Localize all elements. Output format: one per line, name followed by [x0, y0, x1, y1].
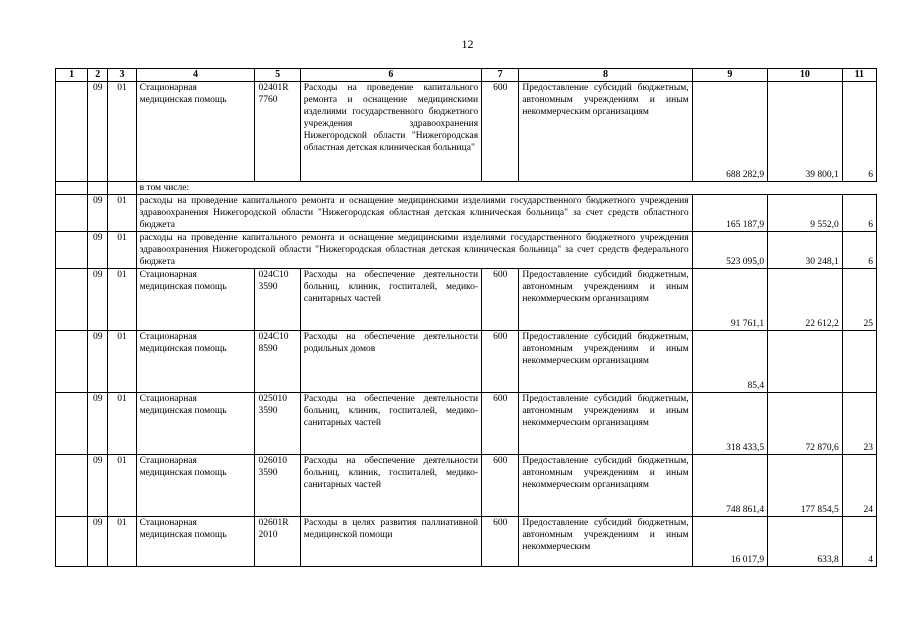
cell-value-3 [842, 331, 876, 393]
cell-empty [56, 455, 88, 517]
cell-value-1: 165 187,9 [692, 195, 768, 232]
cell-description: Расходы на обеспечение деятельности больниц, клиник, госпиталей, медико-санитарных частей [300, 393, 481, 455]
table-row [56, 182, 877, 195]
cell-expense-type: 600 [482, 455, 519, 517]
cell-section: 09 [88, 195, 108, 232]
cell-expense-name: Предоставление субсидий бюджетным, автономным учреждениям и иным некоммерческим организациям [519, 393, 692, 455]
table-row [56, 455, 877, 517]
cell-value-3: 25 [842, 269, 876, 331]
cell-value-2: 39 800,1 [768, 82, 843, 182]
cell-empty [88, 182, 108, 195]
cell-value-3: 23 [842, 393, 876, 455]
cell-target-code: 02401R 7760 [255, 82, 300, 182]
cell-empty [56, 331, 88, 393]
cell-value-3: 6 [842, 232, 876, 269]
cell-empty [56, 195, 88, 232]
header-cell: 11 [842, 69, 876, 82]
cell-description: Расходы в целях развития паллиативной медицинской помощи [300, 517, 481, 567]
cell-empty [108, 182, 136, 195]
cell-section: 09 [88, 393, 108, 455]
cell-value-3: 24 [842, 455, 876, 517]
cell-value-1: 85,4 [692, 331, 768, 393]
header-cell: 5 [255, 69, 300, 82]
cell-name: Стационарная медицинская помощь [136, 455, 255, 517]
cell-subsection: 01 [108, 232, 136, 269]
cell-subsection: 01 [108, 393, 136, 455]
table-row [56, 195, 877, 232]
cell-subsection: 01 [108, 195, 136, 232]
cell-value-2: 72 870,6 [768, 393, 843, 455]
cell-expense-name: Предоставление субсидий бюджетным, автономным учреждениям и иным некоммерческим организациям [519, 269, 692, 331]
cell-subsection: 01 [108, 517, 136, 567]
cell-value-1: 318 433,5 [692, 393, 768, 455]
cell-empty [56, 232, 88, 269]
cell-value-2: 30 248,1 [768, 232, 843, 269]
header-cell: 4 [136, 69, 255, 82]
cell-subsection: 01 [108, 82, 136, 182]
header-cell: 9 [692, 69, 768, 82]
cell-description: расходы на проведение капитального ремонта и оснащение медицинскими изделиями государственного бюджетного учреждения здравоохранения Нижегородской области "Нижегородская областная детская клиническая больница" за счет средств федерального бюджета [136, 232, 692, 269]
cell-description: расходы на проведение капитального ремонта и оснащение медицинскими изделиями государственного бюджетного учреждения здравоохранения Нижегородской области "Нижегородская областная детская клиническая больница" за счет средств областного бюджета [136, 195, 692, 232]
header-cell: 3 [108, 69, 136, 82]
budget-table [55, 68, 877, 567]
cell-expense-name: Предоставление субсидий бюджетным, автономным учреждениям и иным некоммерческим организациям [519, 455, 692, 517]
cell-section: 09 [88, 331, 108, 393]
cell-expense-name: Предоставление субсидий бюджетным, автономным учреждениям и иным некоммерческим [519, 517, 692, 567]
table-row [56, 517, 877, 567]
cell-section: 09 [88, 232, 108, 269]
cell-name: Стационарная медицинская помощь [136, 82, 255, 182]
cell-subsection: 01 [108, 269, 136, 331]
header-cell: 2 [88, 69, 108, 82]
cell-section: 09 [88, 517, 108, 567]
cell-section: 09 [88, 455, 108, 517]
cell-value-1: 688 282,9 [692, 82, 768, 182]
cell-name: Стационарная медицинская помощь [136, 393, 255, 455]
header-cell: 7 [482, 69, 519, 82]
table-row [56, 232, 877, 269]
cell-name: Стационарная медицинская помощь [136, 517, 255, 567]
cell-expense-type: 600 [482, 517, 519, 567]
cell-subsection: 01 [108, 331, 136, 393]
header-row [56, 69, 877, 82]
header-cell: 10 [768, 69, 843, 82]
cell-expense-type: 600 [482, 331, 519, 393]
cell-description: Расходы на обеспечение деятельности родильных домов [300, 331, 481, 393]
cell-value-2: 9 552,0 [768, 195, 843, 232]
cell-name: Стационарная медицинская помощь [136, 331, 255, 393]
cell-empty [56, 182, 88, 195]
cell-target-code: 026010 3590 [255, 455, 300, 517]
cell-target-code: 024С10 3590 [255, 269, 300, 331]
page-number: 12 [461, 37, 474, 51]
cell-value-3: 6 [842, 195, 876, 232]
cell-expense-name: Предоставление субсидий бюджетным, автономным учреждениям и иным некоммерческим организациям [519, 82, 692, 182]
cell-value-3: 6 [842, 82, 876, 182]
cell-target-code: 024С10 8590 [255, 331, 300, 393]
cell-expense-type: 600 [482, 82, 519, 182]
cell-value-3: 4 [842, 517, 876, 567]
cell-section: 09 [88, 269, 108, 331]
cell-value-1: 91 761,1 [692, 269, 768, 331]
cell-value-2: 177 854,5 [768, 455, 843, 517]
cell-expense-type: 600 [482, 393, 519, 455]
cell-value-1: 748 861,4 [692, 455, 768, 517]
cell-value-1: 16 017,9 [692, 517, 768, 567]
cell-value-2: 22 612,2 [768, 269, 843, 331]
cell-subsection: 01 [108, 455, 136, 517]
cell-description: Расходы на обеспечение деятельности больниц, клиник, госпиталей, медико-санитарных частей [300, 269, 481, 331]
header-cell: 8 [519, 69, 692, 82]
subtotal-label: в том числе: [136, 182, 876, 195]
cell-empty [56, 517, 88, 567]
cell-value-2 [768, 331, 843, 393]
table-row [56, 331, 877, 393]
table-row [56, 82, 877, 182]
cell-section: 09 [88, 82, 108, 182]
cell-empty [56, 269, 88, 331]
table-row [56, 269, 877, 331]
cell-expense-name: Предоставление субсидий бюджетным, автономным учреждениям и иным некоммерческим организациям [519, 331, 692, 393]
header-cell: 6 [300, 69, 481, 82]
cell-name: Стационарная медицинская помощь [136, 269, 255, 331]
cell-empty [56, 82, 88, 182]
cell-value-1: 523 095,0 [692, 232, 768, 269]
cell-description: Расходы на проведение капитального ремонта и оснащение медицинскими изделиями государственного бюджетного учреждения здравоохранения Нижегородской области "Нижегородская областная детская клиническая больница" [300, 82, 481, 182]
cell-value-2: 633,8 [768, 517, 843, 567]
cell-expense-type: 600 [482, 269, 519, 331]
cell-target-code: 025010 3590 [255, 393, 300, 455]
cell-target-code: 02601R 2010 [255, 517, 300, 567]
table-row [56, 393, 877, 455]
cell-empty [56, 393, 88, 455]
cell-description: Расходы на обеспечение деятельности больниц, клиник, госпиталей, медико-санитарных частей [300, 455, 481, 517]
header-cell: 1 [56, 69, 88, 82]
